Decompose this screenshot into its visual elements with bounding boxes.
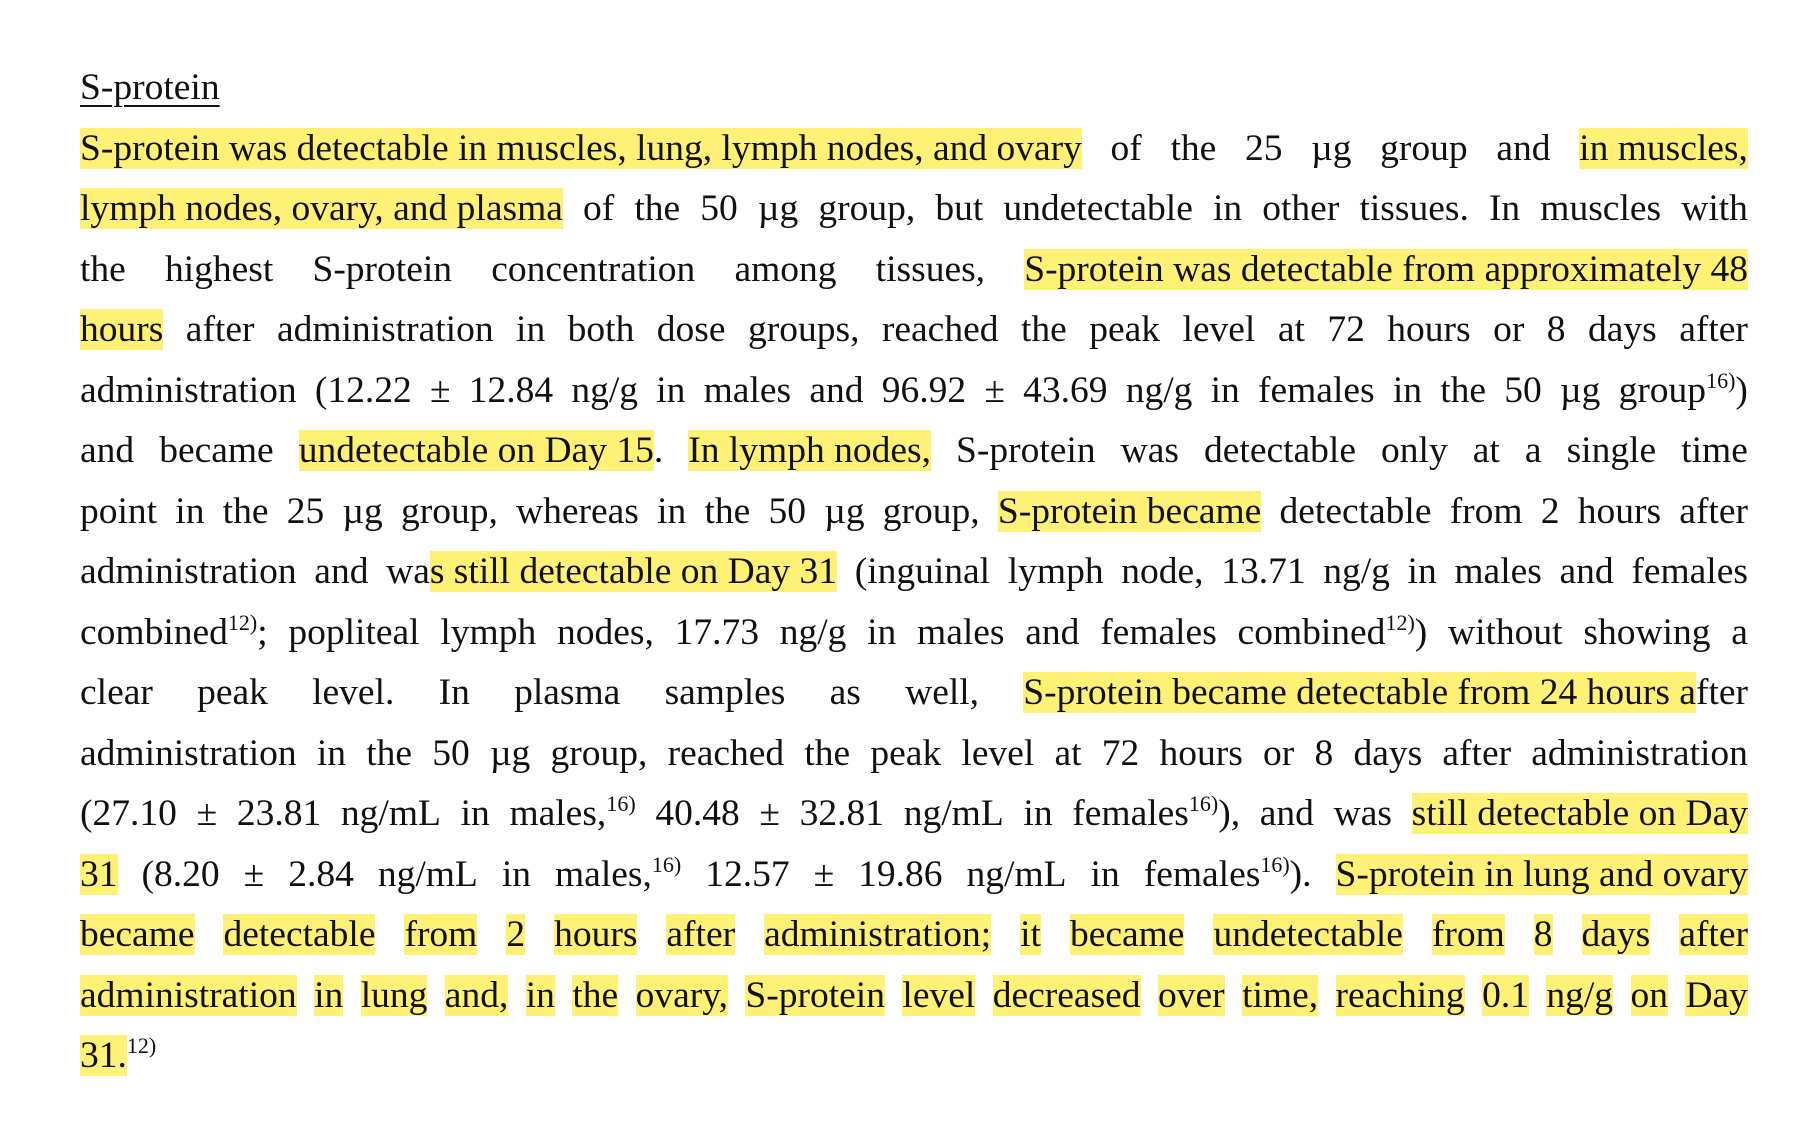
- highlighted-text: became: [1069, 914, 1185, 955]
- text-word: undetectable: [1003, 188, 1193, 229]
- text-word: and: [809, 369, 864, 411]
- text-word: and: [1259, 793, 1314, 834]
- text-word: ng/mL: [966, 853, 1067, 895]
- text-word: only: [1381, 430, 1448, 471]
- text-line: [80, 179, 1748, 240]
- text-line: [80, 966, 1748, 1027]
- highlighted-text: lung: [360, 974, 428, 1016]
- text-word: in: [1392, 369, 1422, 411]
- text-word: 96.92: [881, 369, 967, 411]
- text-word: 72: [1101, 732, 1140, 774]
- text-word: level: [961, 732, 1035, 774]
- text-word: peak: [1089, 309, 1161, 350]
- text-word: well,: [905, 672, 980, 713]
- text-word: in: [867, 611, 897, 653]
- text-word: or: [1263, 732, 1295, 774]
- text-word: 8: [1314, 732, 1334, 774]
- text-word: in: [516, 309, 546, 350]
- text-word: both: [567, 309, 635, 350]
- text-word: the: [1020, 309, 1067, 350]
- text-word: a: [1524, 430, 1542, 471]
- highlighted-text: in: [525, 974, 555, 1016]
- text-word: 12.84: [468, 369, 554, 411]
- highlighted-text: it: [1020, 914, 1041, 955]
- text-word: combined$^{12)}$;: [80, 609, 268, 653]
- text-word: groups,: [747, 309, 860, 350]
- highlighted-text: from: [404, 914, 478, 955]
- highlighted-text: administration: [80, 974, 297, 1016]
- text-word: in: [1023, 793, 1053, 834]
- text-word: after: [1679, 490, 1748, 532]
- text-word: ±: [759, 793, 780, 834]
- text-word: µg: [489, 732, 531, 774]
- text-word: level.: [312, 672, 395, 713]
- text-word: days: [1353, 732, 1423, 774]
- highlighted-text: time,: [1242, 974, 1319, 1016]
- text-word: in: [460, 793, 490, 834]
- text-word: 2: [1540, 490, 1560, 532]
- text-word: administration: [276, 309, 494, 350]
- text-word: highest: [164, 248, 274, 290]
- text-word: the: [634, 188, 681, 229]
- text-word: hours: [1387, 309, 1471, 350]
- text-word: after: [1679, 309, 1748, 350]
- highlighted-text: in: [314, 974, 344, 1016]
- citation-superscript: 16): [1188, 791, 1219, 816]
- text-word: and: [314, 551, 369, 592]
- text-word: 50: [700, 188, 738, 229]
- highlighted-text: administration;: [764, 914, 992, 955]
- text-word: hours: [1577, 490, 1662, 532]
- text-word: days: [1588, 309, 1657, 350]
- highlighted-text: In lymph nodes,: [688, 430, 931, 471]
- highlighted-text: S-protein: [745, 974, 885, 1016]
- text-word: but: [935, 188, 984, 229]
- text-line: [80, 845, 1748, 906]
- highlighted-text: S-protein became detectable from 24 hours after: [1023, 672, 1748, 713]
- text-word: at: [1277, 309, 1305, 350]
- text-word: females$^{16)}$),: [1072, 791, 1241, 834]
- highlighted-text: over: [1158, 974, 1225, 1016]
- highlighted-text: still detectable on Day: [1411, 793, 1748, 834]
- text-word: S-protein: [956, 430, 1096, 471]
- text-line: [80, 905, 1748, 966]
- citation-superscript: 16): [1260, 851, 1290, 877]
- text-word: ng/g: [571, 369, 639, 411]
- text-word: In: [438, 672, 470, 713]
- highlighted-text: s still detectable on Day 31: [429, 551, 838, 592]
- text-word: detectable: [1204, 430, 1356, 471]
- text-word: In: [1488, 188, 1521, 229]
- text-word: reached: [881, 309, 999, 350]
- text-word: without: [1448, 611, 1563, 653]
- text-word: lymph: [440, 611, 537, 653]
- text-word: ng/mL: [340, 793, 441, 834]
- highlighted-text: 31.$^{12)}$: [80, 1033, 157, 1076]
- text-word: group,: [882, 490, 980, 532]
- text-word: in: [1407, 551, 1437, 592]
- text-word: among: [734, 248, 837, 290]
- text-word: ng/g: [779, 611, 847, 653]
- text-word: 50: [768, 490, 807, 532]
- text-word: the: [704, 490, 751, 532]
- text-word: 13.71: [1221, 551, 1306, 592]
- highlighted-text: hours: [554, 914, 638, 955]
- text-word: group,: [818, 188, 916, 229]
- text-word: ±: [196, 793, 218, 834]
- section-heading: S-protein: [80, 67, 220, 108]
- text-word: 43.69: [1023, 369, 1108, 411]
- highlighted-text: 31: [80, 853, 118, 895]
- text-line: [80, 1026, 1748, 1087]
- text-word: node,: [1121, 551, 1204, 592]
- text-word: of: [583, 188, 615, 229]
- text-word: ng/g: [1323, 551, 1390, 592]
- highlighted-text: after: [1679, 914, 1748, 955]
- highlighted-text: 2: [506, 914, 526, 955]
- text-word: became: [159, 430, 274, 471]
- text-word: peak: [197, 672, 268, 713]
- text-word: and: [1025, 611, 1080, 653]
- text-word: muscles: [1540, 188, 1662, 229]
- text-word: tissues,: [875, 248, 986, 290]
- text-word: 2.84: [288, 853, 354, 895]
- text-word: females: [1631, 551, 1748, 592]
- text-word: 23.81: [236, 793, 322, 834]
- text-word: ng/mL: [903, 793, 1004, 834]
- text-line: [80, 421, 1748, 482]
- text-word: 25: [1244, 127, 1283, 169]
- text-word: administration: [80, 551, 297, 592]
- text-word: µg: [1559, 369, 1601, 411]
- text-line: [80, 603, 1748, 664]
- text-word: showing: [1583, 611, 1711, 653]
- text-word: dose: [656, 309, 726, 350]
- text-word: peak: [870, 732, 942, 774]
- text-word: concentration: [491, 248, 696, 290]
- highlighted-text: 8: [1533, 914, 1553, 955]
- text-word: single: [1566, 430, 1657, 471]
- highlighted-text: ng/g: [1546, 974, 1614, 1016]
- text-line: [80, 240, 1748, 301]
- text-word: in: [656, 369, 686, 411]
- text-word: males: [917, 611, 1005, 653]
- text-word: with: [1681, 188, 1748, 229]
- text-word: ±: [429, 369, 451, 411]
- highlighted-text: days: [1581, 914, 1651, 955]
- highlighted-text: ovary,: [635, 974, 728, 1016]
- text-word: 12.57: [705, 853, 790, 895]
- text-line: [80, 119, 1748, 180]
- highlighted-text: undetectable on Day 15.: [298, 430, 664, 471]
- text-word: administration: [80, 369, 297, 411]
- text-word: ng/mL: [377, 853, 478, 895]
- highlighted-text: decreased: [992, 974, 1141, 1016]
- highlighted-text: on: [1630, 974, 1668, 1016]
- text-word: in: [1090, 853, 1120, 895]
- text-word: after: [185, 309, 255, 350]
- text-word: and: [80, 430, 135, 471]
- text-word: was still detectable on Day 31: [386, 551, 838, 592]
- text-word: a: [1731, 611, 1748, 653]
- highlighted-text: Day: [1685, 974, 1748, 1016]
- text-word: whereas: [516, 490, 639, 532]
- text-word: 50: [1504, 369, 1542, 411]
- text-word: ng/g: [1125, 369, 1193, 411]
- text-word: 40.48: [655, 793, 740, 834]
- text-word: group$^{16)}$): [1618, 367, 1748, 411]
- text-word: at: [1472, 430, 1500, 471]
- text-word: females: [1258, 369, 1375, 411]
- text-line: [80, 300, 1748, 361]
- text-word: detectable: [1279, 490, 1432, 532]
- text-word: males,$^{16)}$: [509, 791, 636, 834]
- text-word: popliteal: [288, 611, 420, 653]
- highlighted-text: lymph nodes, ovary, and plasma: [80, 188, 563, 229]
- text-word: group: [1380, 127, 1468, 169]
- text-word: ±: [813, 853, 835, 895]
- text-word: combined$^{12)}$): [1237, 609, 1428, 653]
- citation-superscript: 12): [126, 1033, 157, 1058]
- highlighted-text: detectable: [223, 914, 376, 955]
- highlighted-text: hours: [80, 309, 164, 350]
- highlighted-text: S-protein was detectable in muscles, lung, lymph nodes, and ovary: [80, 127, 1082, 169]
- text-word: in: [1212, 188, 1243, 229]
- highlighted-text: level: [902, 974, 976, 1016]
- highlighted-text: reaching: [1335, 974, 1465, 1016]
- highlighted-text: 0.1: [1482, 974, 1529, 1016]
- highlighted-text: in muscles,: [1579, 127, 1748, 169]
- text-word: point: [80, 490, 158, 532]
- document-page: [80, 58, 1748, 1087]
- text-word: 8: [1546, 309, 1566, 350]
- text-word: µg: [342, 490, 383, 532]
- text-word: nodes,: [556, 611, 654, 653]
- text-line: [80, 784, 1748, 845]
- text-word: males: [1454, 551, 1542, 592]
- text-line: [80, 724, 1748, 785]
- text-word: was: [1333, 793, 1392, 834]
- text-word: µg: [757, 188, 799, 229]
- text-word: females: [1100, 611, 1217, 653]
- text-word: samples: [664, 672, 786, 713]
- text-word: 72: [1327, 309, 1365, 350]
- text-word: (8.20: [141, 853, 220, 895]
- text-line: [80, 663, 1748, 724]
- text-word: time: [1681, 430, 1748, 471]
- text-word: level: [1182, 309, 1256, 350]
- text-word: group,: [550, 732, 648, 774]
- highlighted-text: undetectable: [1213, 914, 1403, 955]
- text-line: [80, 361, 1748, 422]
- text-word: clear: [80, 672, 153, 713]
- text-word: males: [703, 369, 792, 411]
- text-word: or: [1493, 309, 1525, 350]
- highlighted-text: S-protein in lung and ovary: [1335, 853, 1748, 895]
- citation-superscript: 16): [1706, 367, 1736, 393]
- text-word: in: [1210, 369, 1240, 411]
- highlighted-text: S-protein was detectable from approximately 48: [1024, 248, 1748, 290]
- text-word: S-protein: [312, 248, 453, 290]
- citation-superscript: 12): [227, 609, 258, 635]
- text-word: group,: [400, 490, 498, 532]
- text-word: plasma: [514, 672, 621, 713]
- text-word: µg: [824, 490, 865, 532]
- text-word: 25: [286, 490, 325, 532]
- text-word: males,$^{16)}$: [555, 851, 682, 895]
- citation-superscript: 16): [651, 851, 682, 877]
- highlighted-text: the: [572, 974, 619, 1016]
- text-word: of: [1110, 127, 1142, 169]
- text-word: 17.73: [674, 611, 759, 653]
- text-word: (12.22: [314, 369, 412, 411]
- text-word: in: [501, 853, 532, 895]
- highlighted-text: after: [666, 914, 736, 955]
- text-word: ±: [243, 853, 265, 895]
- citation-superscript: 12): [1385, 609, 1415, 635]
- highlighted-text: from: [1431, 914, 1505, 955]
- highlighted-text: became: [80, 914, 195, 955]
- body-paragraph: [80, 119, 1748, 1087]
- text-word: lymph: [1007, 551, 1104, 592]
- text-word: at: [1054, 732, 1082, 774]
- text-line: [80, 542, 1748, 603]
- text-word: the: [1440, 369, 1487, 411]
- text-word: the: [804, 732, 851, 774]
- text-word: other: [1262, 188, 1340, 229]
- text-word: administration: [1531, 732, 1748, 774]
- text-word: tissues.: [1359, 188, 1469, 229]
- text-word: females$^{16)}$).: [1143, 851, 1312, 895]
- text-word: and: [1559, 551, 1614, 592]
- text-word: (inguinal: [854, 551, 991, 592]
- text-word: administration: [80, 732, 297, 774]
- highlighted-text: S-protein became: [997, 490, 1262, 532]
- text-word: µg: [1311, 127, 1352, 169]
- text-word: in: [175, 490, 205, 532]
- highlighted-text: and,: [444, 974, 509, 1016]
- text-word: in: [657, 490, 687, 532]
- text-word: from: [1449, 490, 1523, 532]
- text-word: (27.10: [80, 793, 177, 834]
- text-word: reached: [667, 732, 785, 774]
- text-word: the: [366, 732, 413, 774]
- text-word: and: [1496, 127, 1551, 169]
- text-word: hours: [1159, 732, 1243, 774]
- text-word: ±: [984, 369, 1005, 411]
- citation-superscript: 16): [606, 791, 636, 816]
- text-word: in: [316, 732, 347, 774]
- text-word: was: [1120, 430, 1179, 471]
- text-word: 32.81: [799, 793, 885, 834]
- text-word: the: [222, 490, 269, 532]
- text-word: 19.86: [858, 853, 943, 895]
- text-line: [80, 482, 1748, 543]
- text-word: 50: [432, 732, 470, 774]
- text-word: the: [80, 248, 126, 290]
- text-word: the: [1170, 127, 1217, 169]
- text-word: as: [829, 672, 861, 713]
- text-word: after: [1442, 732, 1512, 774]
